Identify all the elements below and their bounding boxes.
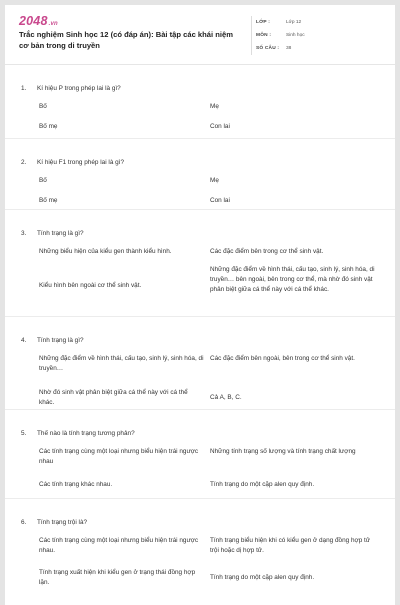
- question-number: 5.: [21, 430, 27, 437]
- logo-suffix: .vn: [48, 21, 58, 27]
- option-d[interactable]: Con lai: [210, 197, 230, 204]
- question-header: [5, 317, 395, 344]
- meta-row-subject: [256, 29, 381, 42]
- question-block: [5, 65, 395, 139]
- question-header: [5, 139, 395, 166]
- meta-key: LỚP :: [256, 20, 271, 25]
- option-a[interactable]: Các tính trạng cùng một loại nhưng biểu hiện trái ngược nhau.: [39, 537, 199, 555]
- question-block: [5, 499, 395, 605]
- meta-key: MÔN :: [256, 33, 272, 38]
- question-text: Kí hiệu F1 trong phép lai là gì?: [37, 159, 125, 166]
- option-c[interactable]: Nhờ đó sinh vật phân biệt giữa cá thể này với cá thể khác.: [39, 389, 188, 407]
- question-number: 3.: [21, 230, 27, 237]
- option-c[interactable]: Bố mẹ: [39, 197, 58, 204]
- question-header: [5, 210, 395, 237]
- meta-row-class: [256, 16, 381, 29]
- question-block: [5, 410, 395, 499]
- option-b[interactable]: Mẹ: [210, 177, 219, 184]
- meta-key: SỐ CÂU :: [256, 46, 280, 51]
- option-b[interactable]: Tính trạng biểu hiện khi có kiểu gen ở dạng đồng hợp tử trội hoặc dị hợp tử.: [210, 537, 371, 555]
- question-text: Tính trạng là gì?: [37, 230, 84, 237]
- option-a[interactable]: Những biểu hiện của kiểu gen thành kiểu hình.: [39, 248, 172, 255]
- option-d[interactable]: Những đặc điểm về hình thái, cấu tạo, sinh lý, sinh hóa, di truyền… bên ngoài, bên trong cơ thể, mà nhờ đó sinh vật phân biệt giữa cá thể này với cá thể khác.: [210, 266, 375, 294]
- question-header: [5, 410, 395, 437]
- option-c[interactable]: Tính trạng xuất hiện khi kiểu gen ở trạng thái đồng hợp lặn.: [39, 569, 196, 587]
- question-text: Tính trạng là gì?: [37, 337, 84, 344]
- option-c[interactable]: Bố mẹ: [39, 123, 58, 130]
- site-logo[interactable]: [19, 14, 58, 28]
- meta-row-count: [256, 42, 381, 55]
- option-a[interactable]: Những đặc điểm về hình thái, cấu tạo, sinh lý, sinh hóa, di truyền…: [39, 355, 204, 373]
- option-c[interactable]: Các tính trạng khác nhau.: [39, 481, 113, 488]
- document-title: Trắc nghiệm Sinh học 12 (có đáp án): Bài tập các khái niệm cơ bản trong di truyền: [19, 30, 233, 50]
- meta-value: Lớp 12: [286, 20, 302, 25]
- question-header: [5, 499, 395, 526]
- question-text: Thế nào là tính trạng tương phản?: [37, 430, 135, 437]
- option-d[interactable]: Tính trạng do một cặp alen quy định.: [210, 574, 315, 581]
- document-page: [5, 5, 395, 605]
- question-number: 4.: [21, 337, 27, 344]
- meta-value: Sinh học: [286, 33, 305, 38]
- question-number: 2.: [21, 159, 27, 166]
- question-list: [5, 65, 395, 605]
- document-meta: [251, 16, 381, 55]
- question-text: Tính trạng trội là?: [37, 519, 88, 526]
- question-header: [5, 65, 395, 92]
- option-b[interactable]: Mẹ: [210, 103, 219, 110]
- question-block: [5, 210, 395, 317]
- option-d[interactable]: Cả A, B, C.: [210, 394, 242, 401]
- option-a[interactable]: Các tính trạng cùng một loại nhưng biểu hiện trái ngược nhau: [39, 448, 199, 466]
- option-b[interactable]: Các đặc điểm bên trong cơ thể sinh vật.: [210, 248, 324, 255]
- meta-value: 38: [286, 46, 292, 51]
- option-c[interactable]: Kiểu hình bên ngoài cơ thể sinh vật.: [39, 282, 142, 289]
- option-a[interactable]: Bố: [39, 103, 47, 110]
- logo-text: 2048: [19, 14, 48, 28]
- option-b[interactable]: Những tính trạng số lượng và tính trạng chất lượng: [210, 448, 356, 455]
- question-text: Kí hiệu P trong phép lai là gì?: [37, 85, 121, 92]
- option-d[interactable]: Tính trạng do một cặp alen quy định.: [210, 481, 315, 488]
- question-number: 6.: [21, 519, 27, 526]
- document-header: [5, 5, 395, 65]
- question-number: 1.: [21, 85, 27, 92]
- question-block: [5, 317, 395, 410]
- question-block: [5, 139, 395, 210]
- option-b[interactable]: Các đặc điểm bên ngoài, bên trong cơ thể sinh vật.: [210, 355, 355, 362]
- option-a[interactable]: Bố: [39, 177, 47, 184]
- option-d[interactable]: Con lai: [210, 123, 230, 130]
